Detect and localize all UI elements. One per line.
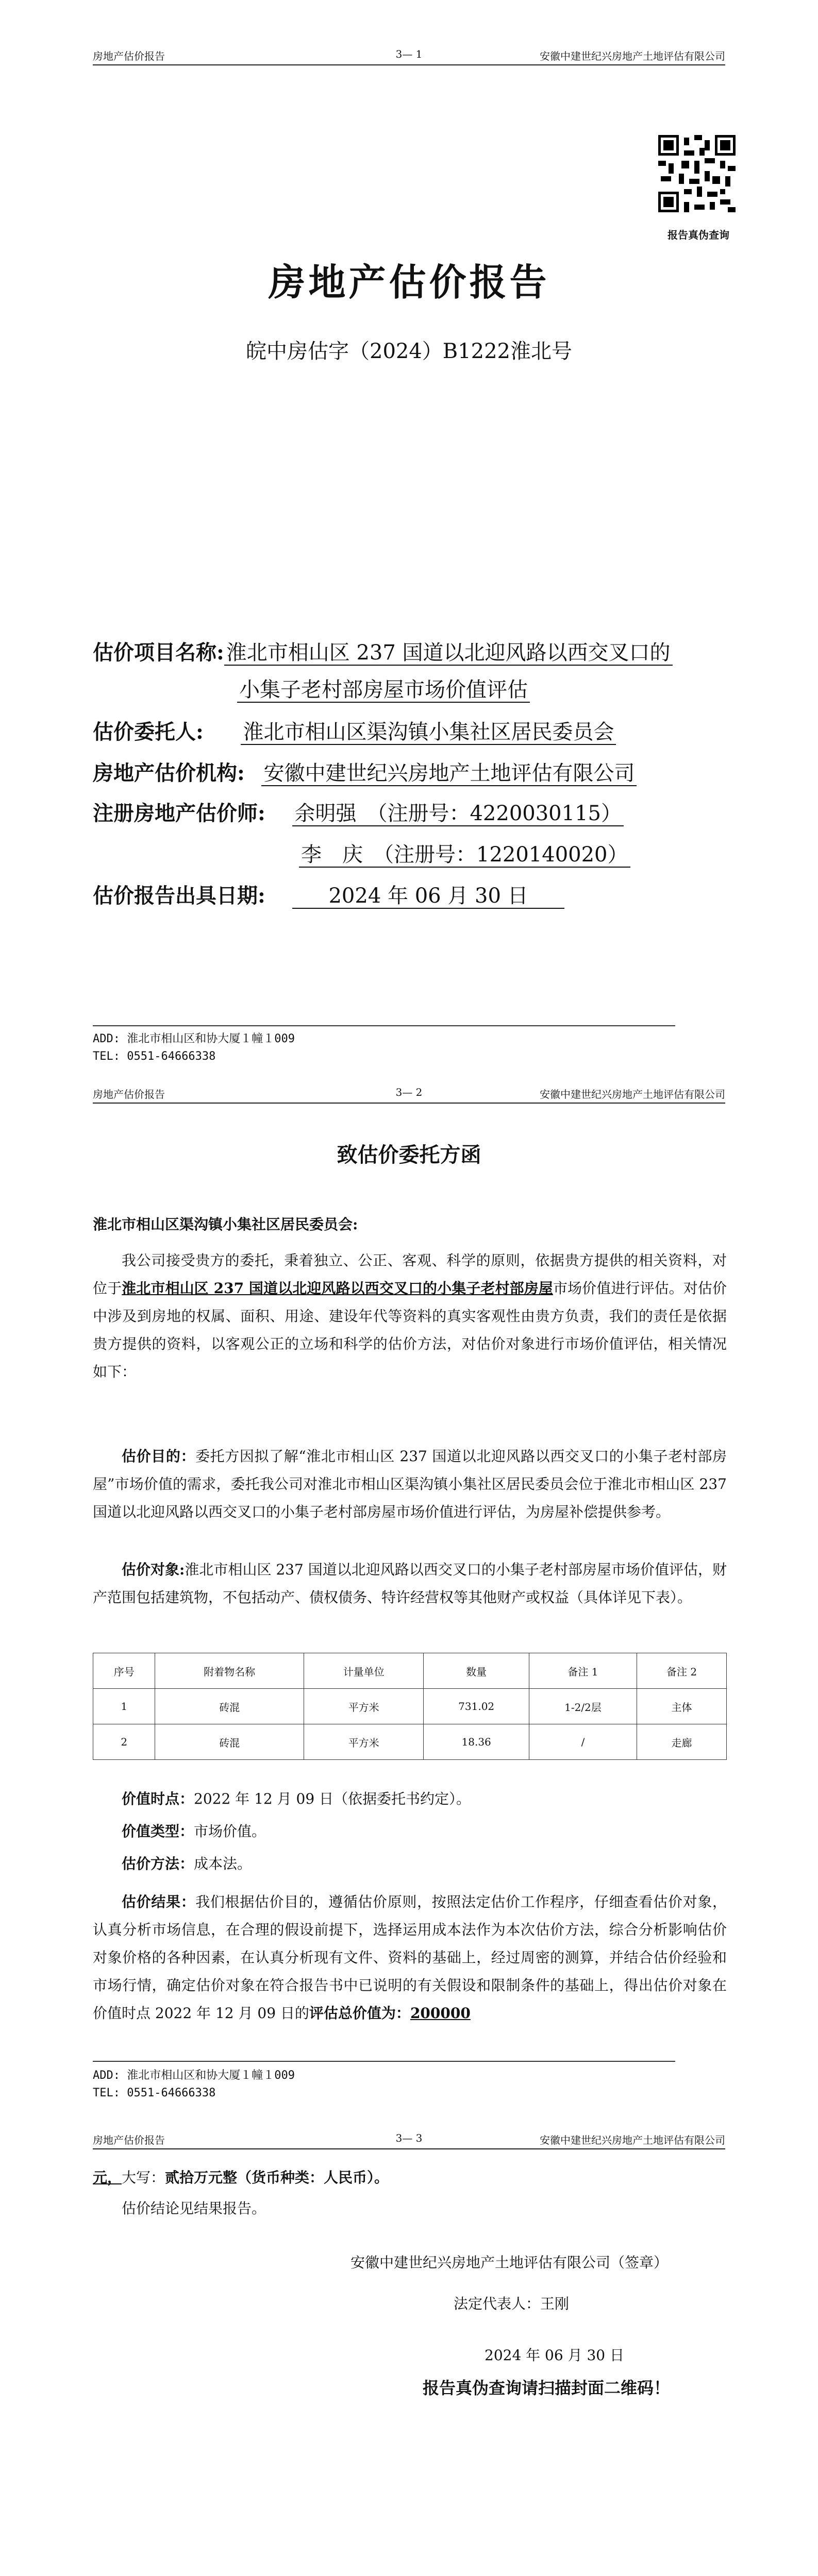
cell: 砖混 bbox=[155, 1724, 304, 1760]
table-header-row bbox=[93, 1653, 727, 1689]
caps-label: 大写： bbox=[122, 2169, 165, 2186]
footer-address: ADD: 淮北市相山区和协大厦１幢１009 bbox=[93, 2069, 295, 2082]
project-name-line2: 小集子老村部房屋市场价值评估 bbox=[237, 678, 530, 703]
cell: 走廊 bbox=[637, 1724, 727, 1760]
header-page-number: 3— 2 bbox=[395, 1086, 423, 1098]
header-left: 房地产估价报告 bbox=[93, 1088, 165, 1100]
cell: 砖混 bbox=[155, 1689, 304, 1724]
page-footer bbox=[93, 2067, 295, 2102]
letter-salutation: 淮北市相山区渠沟镇小集社区居民委员会: bbox=[93, 1216, 358, 1233]
cell: 18.36 bbox=[424, 1724, 529, 1760]
purpose-paragraph bbox=[93, 1443, 727, 1526]
result-paragraph bbox=[93, 1888, 727, 2027]
th-seq: 序号 bbox=[93, 1653, 155, 1689]
report-number: 皖中房估字（2024）B1222淮北号 bbox=[246, 340, 572, 363]
value-type-label: 价值类型： bbox=[122, 1823, 194, 1840]
project-name-label: 估价项目名称: bbox=[93, 640, 224, 665]
page-footer bbox=[93, 1030, 295, 1065]
appraiser-1: 余明强 （注册号：4220030115） bbox=[292, 802, 624, 826]
project-name-row bbox=[93, 636, 673, 666]
result-label: 估价结果： bbox=[122, 1893, 196, 1910]
appraiser-row bbox=[93, 797, 624, 826]
appraiser-label: 注册房地产估价师: bbox=[93, 801, 265, 825]
cell: / bbox=[529, 1724, 637, 1760]
cell: 平方米 bbox=[304, 1689, 423, 1724]
property-table bbox=[93, 1653, 727, 1760]
header-company: 安徽中建世纪兴房地产土地评估有限公司 bbox=[540, 2134, 725, 2146]
agency-label: 房地产估价机构: bbox=[93, 761, 245, 785]
cell: 1 bbox=[93, 1689, 155, 1724]
value-type-row bbox=[93, 1818, 727, 1845]
footer-address: ADD: 淮北市相山区和协大厦１幢１009 bbox=[93, 1032, 295, 1045]
verify-notice: 报告真伪查询请扫描封面二维码！ bbox=[423, 2378, 671, 2398]
report-title: 房地产估价报告 bbox=[268, 260, 550, 304]
result-unit: 元， bbox=[93, 2169, 122, 2186]
value-type-text: 市场价值。 bbox=[194, 1823, 266, 1840]
th-note2: 备注 2 bbox=[637, 1653, 727, 1689]
value-date-text: 2022 年 12 月 09 日（依据委托书约定）。 bbox=[194, 1790, 471, 1807]
purpose-text: 委托方因拟了解“淮北市相山区 237 国道以北迎风路以西交叉口的小集子老村部房屋”市场价值的需求，委托我公司对淮北市相山区渠沟镇小集社区居民委员会位于淮北市相山区 237 国道以北迎风路以西交叉口的小集子老村部房屋市场价值进行评估，为房屋补偿提供参考。 bbox=[93, 1448, 727, 1520]
purpose-label: 估价目的： bbox=[122, 1448, 196, 1465]
method-row bbox=[93, 1850, 727, 1878]
value-date-row bbox=[93, 1785, 727, 1813]
page-letter bbox=[0, 1082, 818, 2128]
object-paragraph bbox=[93, 1556, 727, 1612]
cell: 2 bbox=[93, 1724, 155, 1760]
cell: 731.02 bbox=[424, 1689, 529, 1724]
method-text: 成本法。 bbox=[194, 1855, 252, 1872]
qr-caption: 报告真伪查询 bbox=[667, 229, 729, 241]
header-company: 安徽中建世纪兴房地产土地评估有限公司 bbox=[540, 50, 725, 62]
result-total-value: 200000 bbox=[410, 2005, 471, 2022]
footer-divider bbox=[93, 1025, 675, 1026]
header-left: 房地产估价报告 bbox=[93, 50, 165, 62]
client-row bbox=[93, 716, 616, 745]
project-name-row2 bbox=[237, 673, 530, 703]
date-value: 2024 年 06 月 30 日 bbox=[292, 884, 564, 909]
page-cover bbox=[0, 0, 818, 1066]
letter-title: 致估价委托方函 bbox=[337, 1143, 481, 1167]
page-header bbox=[93, 44, 725, 65]
page-header bbox=[93, 2128, 725, 2149]
footer-tel: TEL: 0551-64666338 bbox=[93, 1050, 216, 1063]
th-note1: 备注 1 bbox=[529, 1653, 637, 1689]
result-text: 我们根据估价目的，遵循估价原则，按照法定估价工作程序，仔细查看估价对象，认真分析市场信息，在合理的假设前提下，选择运用成本法作为本次估价方法，综合分析影响估价对象价格的各种因素，在认真分析现有文件、资料的基础上，经过周密的测算，并结合估价经验和市场行情，确定估价对象在符合报告书中已说明的有关假设和限制条件的基础上，得出估价对象在价值时点 2022 年 12 月 09 日的 bbox=[93, 1893, 727, 2022]
caps-amount: 贰拾万元整（货币种类：人民币）。 bbox=[165, 2169, 389, 2186]
cell: 平方米 bbox=[304, 1724, 423, 1760]
cell: 主体 bbox=[637, 1689, 727, 1724]
letter-intro bbox=[93, 1247, 727, 1386]
appraiser-row2 bbox=[299, 838, 630, 868]
page-header bbox=[93, 1082, 725, 1104]
th-qty: 数量 bbox=[424, 1653, 529, 1689]
footer-tel: TEL: 0551-64666338 bbox=[93, 2087, 216, 2099]
table-row bbox=[93, 1689, 727, 1724]
value-date-label: 价值时点： bbox=[122, 1790, 194, 1807]
header-left: 房地产估价报告 bbox=[93, 2134, 165, 2146]
header-company: 安徽中建世纪兴房地产土地评估有限公司 bbox=[540, 1088, 725, 1100]
footer-divider bbox=[93, 2061, 675, 2062]
intro-part-b: 市场价值进行评估。对估价中涉及到房地的权属、面积、用途、建设年代等资料的真实客观性由贵方负责，我们的责任是依据贵方提供的资料，以客观公正的立场和科学的估价方法，对估价对象进行市场价值评估，相关情况如下： bbox=[93, 1280, 727, 1380]
signature-company: 安徽中建世纪兴房地产土地评估有限公司（签章） bbox=[350, 2254, 669, 2271]
appraiser-2: 李 庆 （注册号：1220140020） bbox=[299, 843, 630, 868]
intro-part-a: 我公司接受贵方的委托，秉着独立、公正、客观、科学的原则，依据贵方提供的相关资料，对位于 bbox=[93, 1252, 727, 1297]
result-continued bbox=[93, 2164, 727, 2192]
client-value: 淮北市相山区渠沟镇小集社区居民委员会 bbox=[241, 720, 616, 745]
intro-property: 淮北市相山区 237 国道以北迎风路以西交叉口的小集子老村部房屋 bbox=[122, 1280, 553, 1297]
project-name-line1: 淮北市相山区 237 国道以北迎风路以西交叉口的 bbox=[224, 641, 673, 666]
signature-date: 2024 年 06 月 30 日 bbox=[485, 2347, 625, 2364]
agency-value: 安徽中建世纪兴房地产土地评估有限公司 bbox=[261, 761, 637, 786]
conclusion-note: 估价结论见结果报告。 bbox=[122, 2200, 266, 2217]
date-label: 估价报告出具日期: bbox=[93, 884, 265, 908]
object-label: 估价对象: bbox=[122, 1561, 185, 1578]
qr-code[interactable] bbox=[658, 135, 736, 212]
date-row bbox=[93, 879, 564, 909]
table-row bbox=[93, 1724, 727, 1760]
result-total-label: 评估总价值为： bbox=[309, 2005, 410, 2022]
header-page-number: 3— 3 bbox=[395, 2132, 423, 2144]
signature-legal-rep: 法定代表人：王刚 bbox=[454, 2295, 570, 2312]
header-page-number: 3— 1 bbox=[395, 48, 423, 60]
th-name: 附着物名称 bbox=[155, 1653, 304, 1689]
agency-row bbox=[93, 757, 637, 786]
client-label: 估价委托人: bbox=[93, 720, 204, 744]
th-unit: 计量单位 bbox=[304, 1653, 423, 1689]
object-text: 淮北市相山区 237 国道以北迎风路以西交叉口的小集子老村部房屋市场价值评估，财产范围包括建筑物，不包括动产、债权债务、特许经营权等其他财产或权益（具体详见下表）。 bbox=[93, 1561, 727, 1606]
page-letter-continued bbox=[0, 2128, 818, 2576]
cell: 1-2/2层 bbox=[529, 1689, 637, 1724]
method-label: 估价方法： bbox=[122, 1855, 194, 1872]
